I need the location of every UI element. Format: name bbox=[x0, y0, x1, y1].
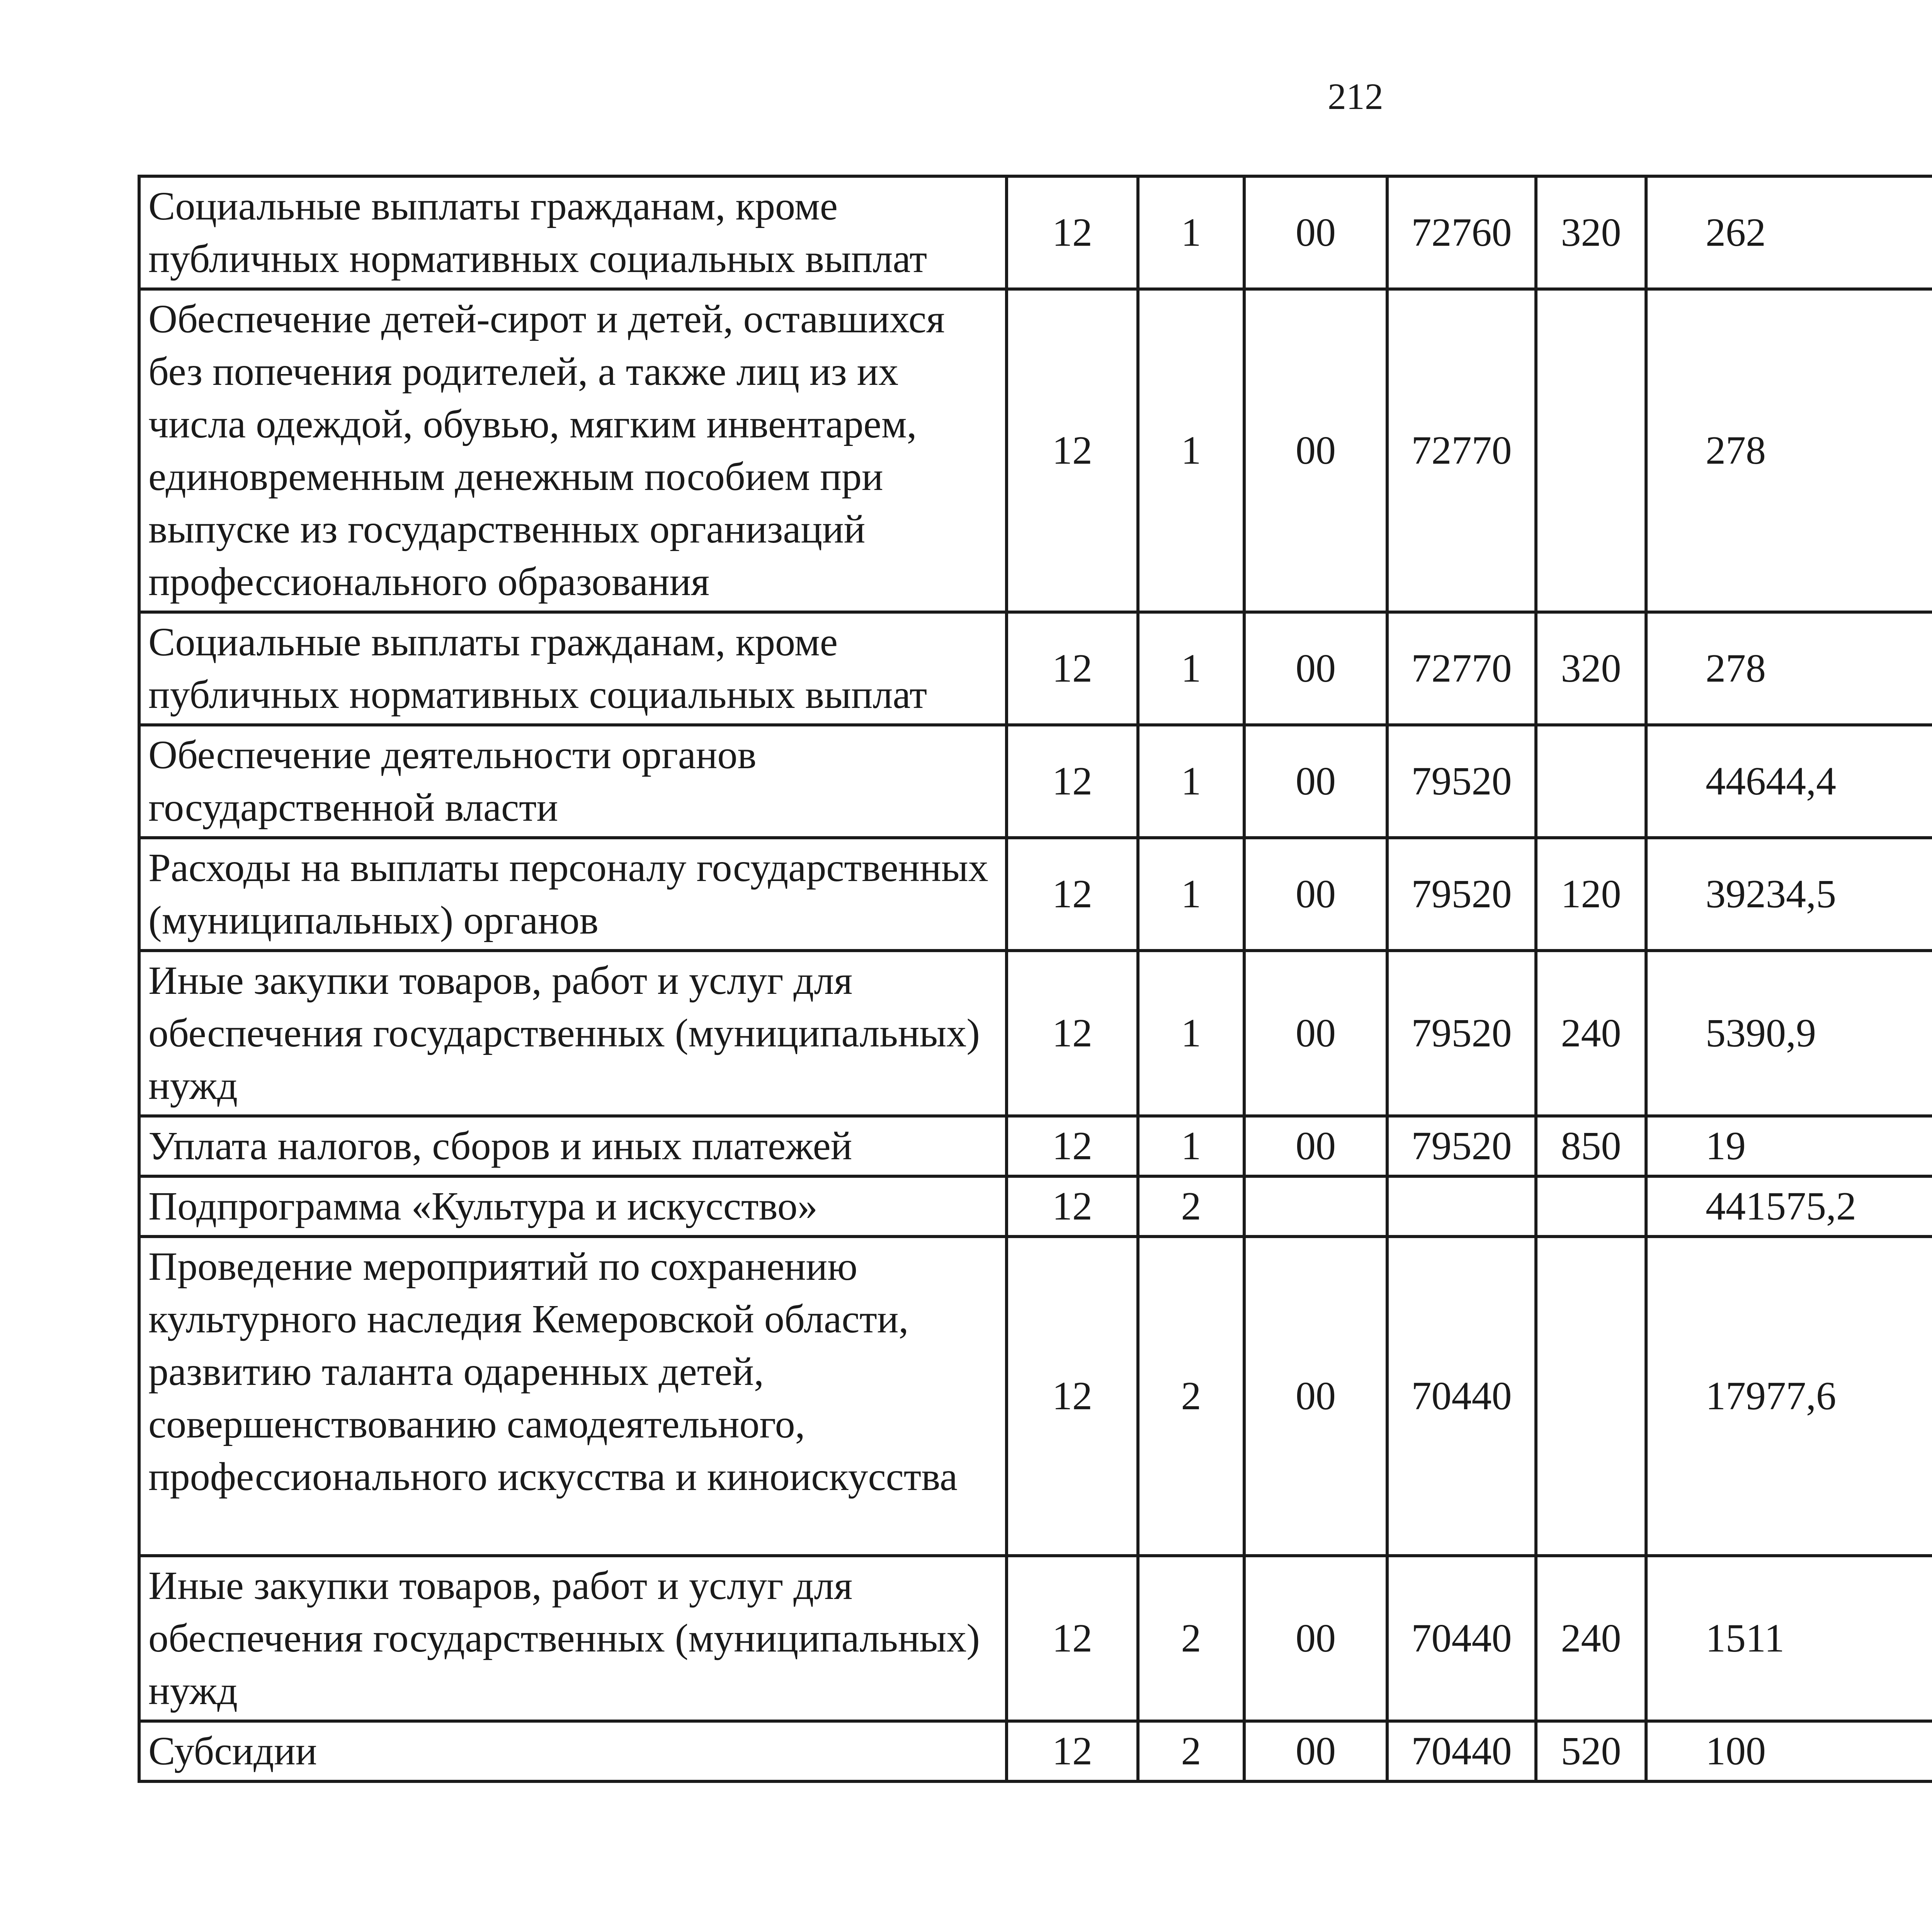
row-name: Иные закупки товаров, работ и услуг для обеспечения государственных (муниципальных) нужд bbox=[139, 1556, 1007, 1721]
table-row bbox=[139, 176, 1932, 289]
row-name: Расходы на выплаты персоналу государственных (муниципальных) органов bbox=[139, 838, 1007, 951]
cell-d: 72770 bbox=[1387, 612, 1536, 725]
cell-d: 70440 bbox=[1387, 1556, 1536, 1721]
row-name: Проведение мероприятий по сохранению культурного наследия Кемеровской области, развитию таланта одаренных детей, совершенствованию самодеятельного, профессионального искусства и киноискусства bbox=[139, 1237, 1007, 1556]
cell-b: 1 bbox=[1138, 176, 1244, 289]
row-name: Подпрограмма «Культура и искусство» bbox=[139, 1176, 1007, 1237]
table-row bbox=[139, 725, 1932, 838]
cell-b: 2 bbox=[1138, 1556, 1244, 1721]
cell-d: 72760 bbox=[1387, 176, 1536, 289]
table-row bbox=[139, 1237, 1932, 1556]
cell-e: 850 bbox=[1536, 1116, 1646, 1176]
cell-c: 00 bbox=[1244, 1237, 1387, 1556]
cell-c: 00 bbox=[1244, 1556, 1387, 1721]
cell-value-1: 1511 bbox=[1646, 1556, 1932, 1721]
cell-d: 72770 bbox=[1387, 289, 1536, 612]
row-name: Уплата налогов, сборов и иных платежей bbox=[139, 1116, 1007, 1176]
cell-value-1: 44644,4 bbox=[1646, 725, 1932, 838]
table-row bbox=[139, 289, 1932, 612]
cell-a: 12 bbox=[1007, 725, 1138, 838]
cell-a: 12 bbox=[1007, 1116, 1138, 1176]
cell-c: 00 bbox=[1244, 838, 1387, 951]
cell-d: 79520 bbox=[1387, 951, 1536, 1116]
row-name: Субсидии bbox=[139, 1721, 1007, 1781]
cell-c: 00 bbox=[1244, 725, 1387, 838]
row-name: Социальные выплаты гражданам, кроме публичных нормативных социальных выплат bbox=[139, 612, 1007, 725]
cell-b: 2 bbox=[1138, 1721, 1244, 1781]
cell-b: 1 bbox=[1138, 951, 1244, 1116]
cell-d: 70440 bbox=[1387, 1237, 1536, 1556]
cell-a: 12 bbox=[1007, 176, 1138, 289]
cell-e: 320 bbox=[1536, 612, 1646, 725]
cell-e: 240 bbox=[1536, 1556, 1646, 1721]
cell-e bbox=[1536, 289, 1646, 612]
cell-a: 12 bbox=[1007, 1237, 1138, 1556]
cell-b: 1 bbox=[1138, 289, 1244, 612]
table-row bbox=[139, 1116, 1932, 1176]
page-number: 212 bbox=[1328, 76, 1383, 117]
cell-a: 12 bbox=[1007, 951, 1138, 1116]
table-row bbox=[139, 1176, 1932, 1237]
cell-c bbox=[1244, 1176, 1387, 1237]
cell-d: 79520 bbox=[1387, 838, 1536, 951]
cell-e: 120 bbox=[1536, 838, 1646, 951]
cell-a: 12 bbox=[1007, 1721, 1138, 1781]
table-row bbox=[139, 838, 1932, 951]
cell-c: 00 bbox=[1244, 176, 1387, 289]
cell-c: 00 bbox=[1244, 951, 1387, 1116]
cell-d: 70440 bbox=[1387, 1721, 1536, 1781]
cell-d: 79520 bbox=[1387, 725, 1536, 838]
cell-value-1: 5390,9 bbox=[1646, 951, 1932, 1116]
cell-e: 320 bbox=[1536, 176, 1646, 289]
cell-e: 240 bbox=[1536, 951, 1646, 1116]
cell-c: 00 bbox=[1244, 1116, 1387, 1176]
cell-value-1: 278 bbox=[1646, 612, 1932, 725]
cell-b: 1 bbox=[1138, 725, 1244, 838]
cell-e: 520 bbox=[1536, 1721, 1646, 1781]
table-row bbox=[139, 951, 1932, 1116]
cell-a: 12 bbox=[1007, 838, 1138, 951]
cell-b: 1 bbox=[1138, 838, 1244, 951]
table-row bbox=[139, 612, 1932, 725]
cell-value-1: 262 bbox=[1646, 176, 1932, 289]
cell-a: 12 bbox=[1007, 1556, 1138, 1721]
row-name: Социальные выплаты гражданам, кроме публичных нормативных социальных выплат bbox=[139, 176, 1007, 289]
cell-value-1: 278 bbox=[1646, 289, 1932, 612]
row-name: Иные закупки товаров, работ и услуг для обеспечения государственных (муниципальных) нужд bbox=[139, 951, 1007, 1116]
cell-e bbox=[1536, 725, 1646, 838]
row-name: Обеспечение деятельности органов государственной власти bbox=[139, 725, 1007, 838]
cell-d: 79520 bbox=[1387, 1116, 1536, 1176]
cell-value-1: 17977,6 bbox=[1646, 1237, 1932, 1556]
cell-e bbox=[1536, 1176, 1646, 1237]
cell-b: 2 bbox=[1138, 1237, 1244, 1556]
cell-c: 00 bbox=[1244, 1721, 1387, 1781]
cell-a: 12 bbox=[1007, 1176, 1138, 1237]
cell-value-1: 100 bbox=[1646, 1721, 1932, 1781]
table-row bbox=[139, 1721, 1932, 1781]
budget-table bbox=[138, 175, 1932, 1783]
table-row bbox=[139, 1556, 1932, 1721]
cell-b: 1 bbox=[1138, 1116, 1244, 1176]
cell-e bbox=[1536, 1237, 1646, 1556]
cell-a: 12 bbox=[1007, 612, 1138, 725]
cell-value-1: 39234,5 bbox=[1646, 838, 1932, 951]
cell-c: 00 bbox=[1244, 612, 1387, 725]
cell-b: 1 bbox=[1138, 612, 1244, 725]
cell-value-1: 19 bbox=[1646, 1116, 1932, 1176]
cell-d bbox=[1387, 1176, 1536, 1237]
cell-a: 12 bbox=[1007, 289, 1138, 612]
cell-value-1: 441575,2 bbox=[1646, 1176, 1932, 1237]
cell-b: 2 bbox=[1138, 1176, 1244, 1237]
cell-c: 00 bbox=[1244, 289, 1387, 612]
row-name: Обеспечение детей-сирот и детей, оставшихся без попечения родителей, а также лиц из их числа одеждой, обувью, мягким инвентарем, единовременным денежным пособием при выпуске из государственных организаций профессионального образования bbox=[139, 289, 1007, 612]
